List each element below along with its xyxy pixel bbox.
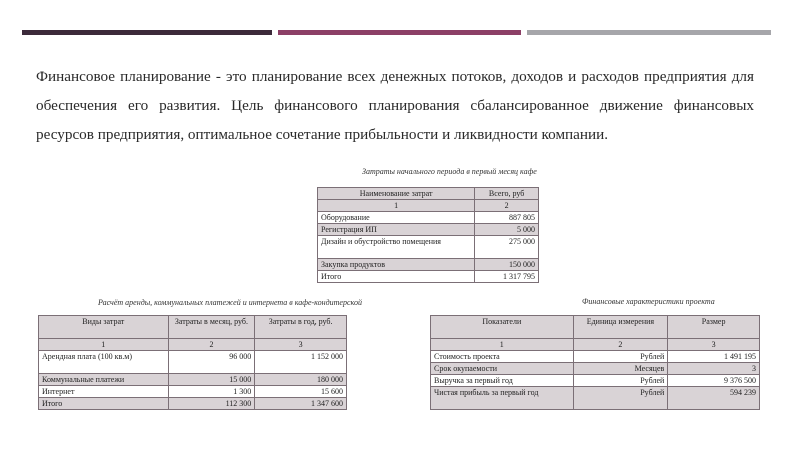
table-header-cell: Наименование затрат xyxy=(318,188,475,200)
table-cell: Оборудование xyxy=(318,212,475,224)
table-row xyxy=(39,398,347,410)
table-header-row xyxy=(431,316,760,339)
table-cell: Регистрация ИП xyxy=(318,224,475,236)
top-bar-gray xyxy=(527,30,771,35)
table-cell: Итого xyxy=(318,271,475,283)
table-cell: 9 376 500 xyxy=(668,375,760,387)
table-cell: 3 xyxy=(255,339,347,351)
table-cell: 180 000 xyxy=(255,374,347,386)
table-cell: 1 491 195 xyxy=(668,351,760,363)
table-row xyxy=(39,351,347,374)
table-header-cell: Затраты в месяц, руб. xyxy=(168,316,255,339)
table-cell: Рублей xyxy=(573,375,668,387)
table-row xyxy=(318,271,539,283)
table3-caption: Финансовые характеристики проекта xyxy=(582,297,715,306)
table-cell: Стоимость проекта xyxy=(431,351,574,363)
table-cell: Закупка продуктов xyxy=(318,259,475,271)
table-row xyxy=(431,387,760,410)
table-row xyxy=(431,375,760,387)
table-cell: 15 000 xyxy=(168,374,255,386)
table-cell: Дизайн и обустройство помещения xyxy=(318,236,475,259)
table-cell: Интернет xyxy=(39,386,169,398)
rent-utilities-table xyxy=(38,315,347,410)
table-cell: 1 xyxy=(318,200,475,212)
startup-costs-table xyxy=(317,187,539,283)
table-header-cell: Всего, руб xyxy=(475,188,539,200)
top-bar-dark xyxy=(22,30,272,35)
table-cell: 1 347 600 xyxy=(255,398,347,410)
table-header-cell: Затраты в год, руб. xyxy=(255,316,347,339)
table-cell: 150 000 xyxy=(475,259,539,271)
table-header-cell: Показатели xyxy=(431,316,574,339)
table-cell: Арендная плата (100 кв.м) xyxy=(39,351,169,374)
table-cell: Выручка за первый год xyxy=(431,375,574,387)
table-cell: Рублей xyxy=(573,351,668,363)
table-header-cell: Единица измерения xyxy=(573,316,668,339)
table-cell: 275 000 xyxy=(475,236,539,259)
table-cell: 1 xyxy=(431,339,574,351)
table-header-cell: Виды затрат xyxy=(39,316,169,339)
table-cell: 96 000 xyxy=(168,351,255,374)
table-cell: Чистая прибыль за первый год xyxy=(431,387,574,410)
table1-caption: Затраты начального периода в первый месяц кафе xyxy=(362,167,537,176)
table-cell: 2 xyxy=(573,339,668,351)
table-row xyxy=(318,259,539,271)
table-cell: 1 300 xyxy=(168,386,255,398)
table-header-row xyxy=(318,188,539,200)
table-row xyxy=(431,363,760,375)
table-cell: 3 xyxy=(668,339,760,351)
table-row xyxy=(431,351,760,363)
intro-paragraph: Финансовое планирование - это планирование всех денежных потоков, доходов и расходов предприятия для обеспечения его развития. Цель финансового планирования сбалансированное движение финансовых ресурсов предприятия, оптимальное сочетание прибыльности и ликвидности компании. xyxy=(36,68,754,143)
table-row xyxy=(318,224,539,236)
table-row xyxy=(39,374,347,386)
table-cell: 2 xyxy=(475,200,539,212)
table-cell: 887 805 xyxy=(475,212,539,224)
table-row xyxy=(318,236,539,259)
table-number-row xyxy=(431,339,760,351)
table-cell: Итого xyxy=(39,398,169,410)
table-cell: 1 317 795 xyxy=(475,271,539,283)
table-cell: 1 152 000 xyxy=(255,351,347,374)
table-cell: Месяцев xyxy=(573,363,668,375)
table-cell: Срок окупаемости xyxy=(431,363,574,375)
table-header-row xyxy=(39,316,347,339)
top-bar-magenta xyxy=(278,30,521,35)
table2-caption: Расчёт аренды, коммунальных платежей и интернета в кафе-кондитерской xyxy=(98,298,362,307)
table-cell: 5 000 xyxy=(475,224,539,236)
table-cell: 3 xyxy=(668,363,760,375)
table-row xyxy=(39,386,347,398)
table-cell: 594 239 xyxy=(668,387,760,410)
table-number-row xyxy=(39,339,347,351)
table-cell: 15 600 xyxy=(255,386,347,398)
table-cell: 112 300 xyxy=(168,398,255,410)
table-row xyxy=(318,212,539,224)
project-financials-table xyxy=(430,315,760,410)
table-cell: 2 xyxy=(168,339,255,351)
table-number-row xyxy=(318,200,539,212)
table-header-cell: Размер xyxy=(668,316,760,339)
table-cell: 1 xyxy=(39,339,169,351)
table-cell: Рублей xyxy=(573,387,668,410)
table-cell: Коммунальные платежи xyxy=(39,374,169,386)
